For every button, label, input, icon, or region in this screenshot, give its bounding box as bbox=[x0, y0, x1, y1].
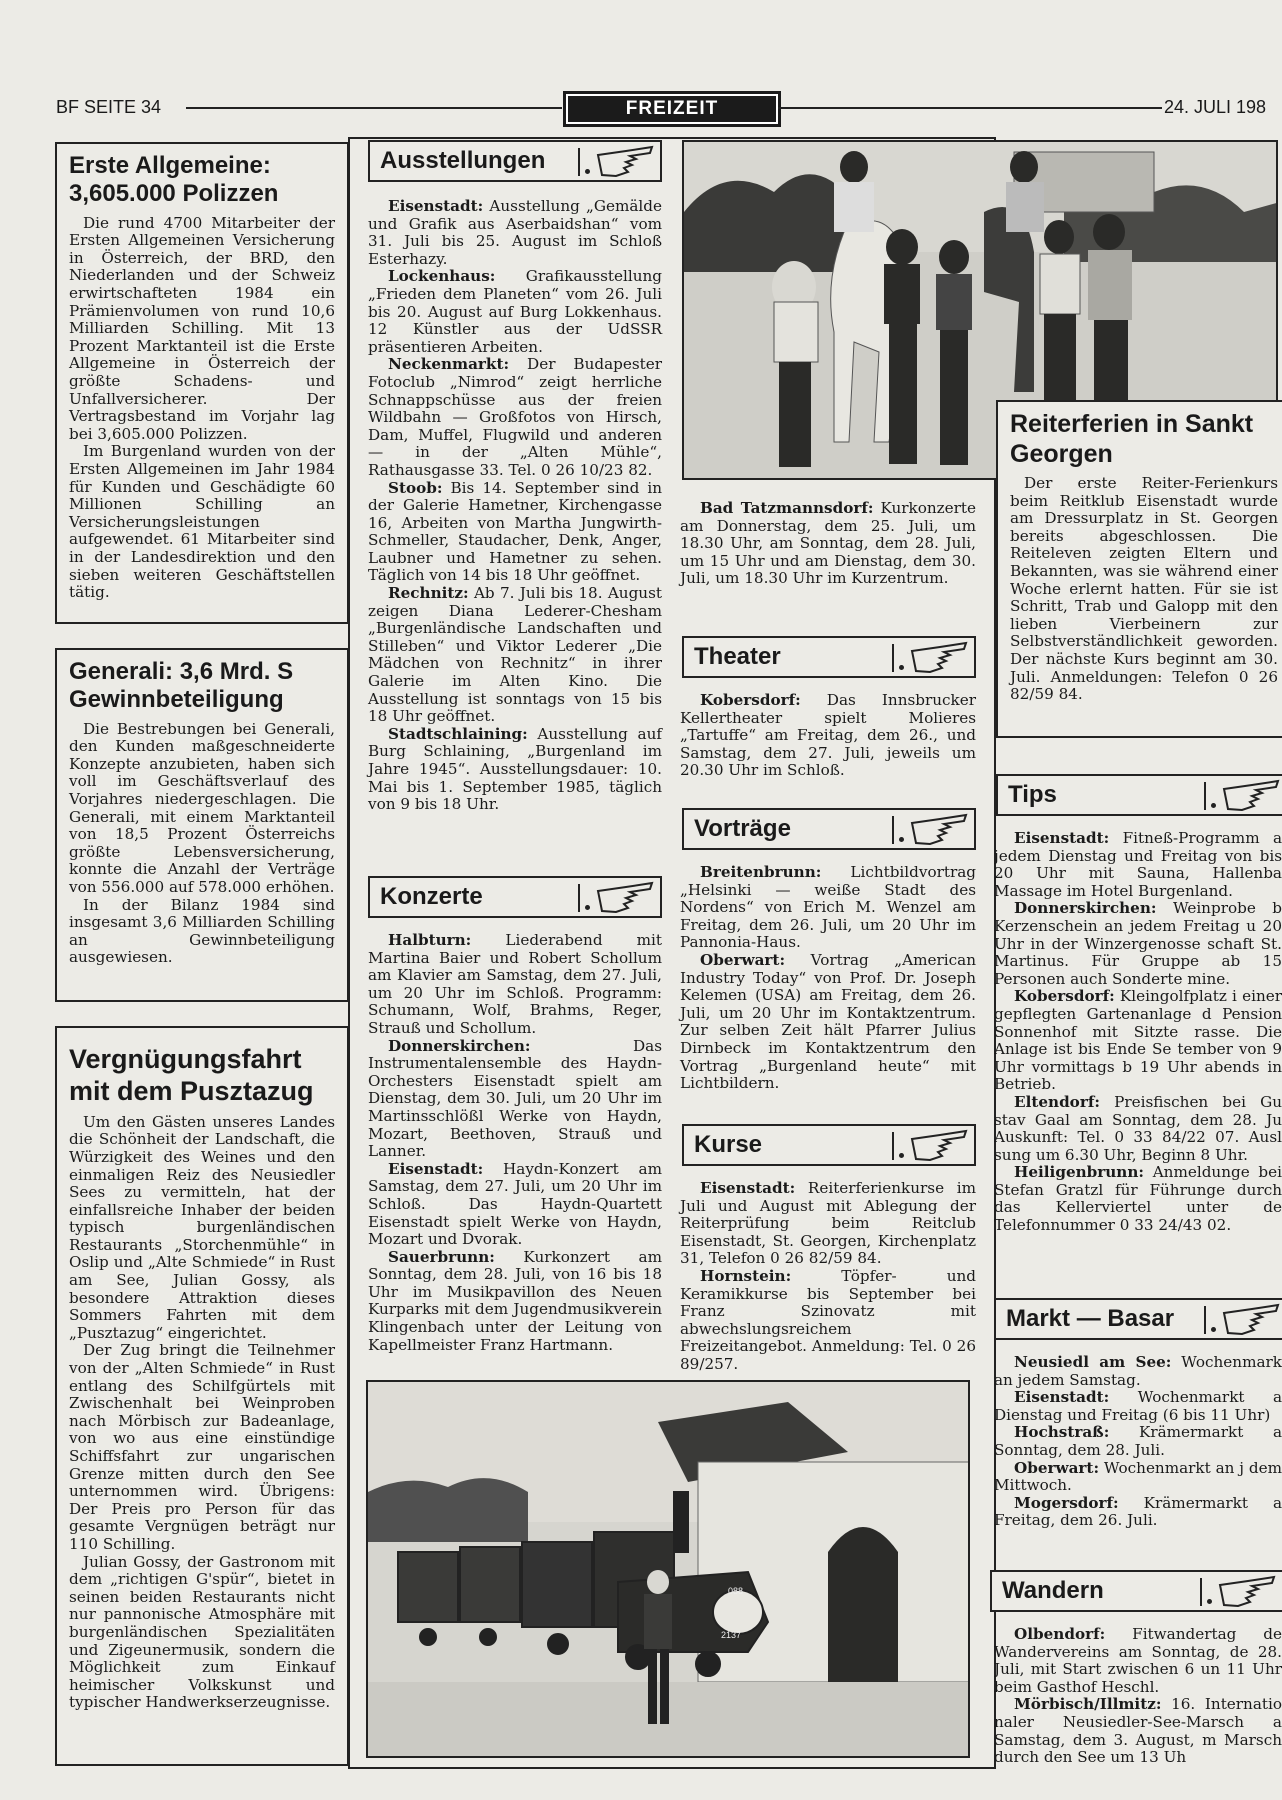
section-label: Theater bbox=[694, 643, 781, 670]
ausstellungen-list bbox=[368, 198, 662, 814]
theater-list bbox=[680, 692, 976, 780]
event-entry: Eisenstadt: Ausstellung „Gemälde und Grafik aus Aserbaidshan“ vom 31. Juli bis 25. August im Schloß Esterhazy. bbox=[368, 197, 662, 268]
event-entry: Stoob: Bis 14. September sind in der Galerie Hametner, Kirchengasse 16, Arbeiten von Martha Jungwirth-Schmeller, Staudacher, Denk, Anger, Laubner und Hametner zu sehen. Täglich von 14 bis 18 Uhr geöffnet. bbox=[368, 478, 662, 585]
event-entry: Breitenbrunn: Lichtbildvortrag „Helsinki — weiße Stadt des Nordens“ von Erich M. Wenzel am Freitag, dem 26. Juli, um 20 Uhr im Pannonia-Haus. bbox=[680, 863, 976, 952]
event-entry: Oberwart: Vortrag „American Industry Today“ von Prof. Dr. Joseph Kelemen (USA) am Freitag, dem 26. Juli, um 20 Uhr im Kontaktzentrum. Zur selben Zeit hält Pfarrer Julius Dirnbeck im Kontaktzentrum den Vortrag „Burgenland heute“ mit Lichtbildern. bbox=[680, 950, 976, 1093]
paragraph: Die Bestrebungen bei Generali, den Kunden maßgeschneiderte Konzepte anzubieten, haben sich voll im Geschäftsverlauf des Vorjahres niedergeschlagen. Die Generali, mit einem Marktanteil von 18,5 Prozent Österreichs größte Lebensversicherung, konnte die Anzahl der Verträge von 556.000 auf 578.000 erhöhen. bbox=[69, 719, 335, 896]
event-entry: Kobersdorf: Kleingolfplatz i einer gepflegten Gartenanlage d Pension Sonnenhof mit Sitzte rasse. Die Anlage ist bis Ende Se tember von 9 Uhr vormittags b 19 Uhr abends in Betrieb. bbox=[994, 987, 1282, 1094]
article-title: Vergnügungsfahrt mit dem Pusztazug bbox=[69, 1044, 314, 1106]
article-title: Reiterferien in Sankt Georgen bbox=[1010, 410, 1254, 468]
article-body bbox=[1010, 475, 1278, 704]
event-entry: Eltendorf: Preisfischen bei Gu stav Gaal am Sonntag, dem 28. Ju Auskunft: Tel. 0 33 84/22 07. Ausl sung um 6.30 Uhr, Beginn 8 Uhr. bbox=[994, 1092, 1282, 1164]
article-generali bbox=[55, 648, 349, 1002]
event-entry: Halbturn: Liederabend mit Martina Baier und Robert Schollum am Klavier am Samstag, dem 27. Juli, um 20 Uhr im Schloß. Programm: Schumann, Wolf, Brahms, Reger, Strauß und Schollum. bbox=[368, 931, 662, 1037]
tatzmannsdorf-entry bbox=[680, 500, 976, 588]
event-entry: Kobersdorf: Das Innsbrucker Kellertheater spielt Molieres „Tartuffe“ am Freitag, dem 26., und Samstag, dem 27. Juli, jeweils um 20.30 Uhr im Schloß. bbox=[680, 691, 976, 780]
event-entry: Sauerbrunn: Kurkonzert am Sonntag, dem 28. Juli, von 16 bis 18 Uhr im Musikpavillon des Neuen Kurparks mit dem Jugendmusikverein Klingenbach unter der Leitung von Kapellmeister Franz Hartmann. bbox=[368, 1247, 662, 1354]
section-konzerte bbox=[368, 876, 662, 918]
article-body bbox=[69, 215, 335, 602]
train-illustration bbox=[368, 1382, 970, 1758]
page-number: BF SEITE 34 bbox=[56, 97, 162, 117]
article-erste-allgemeine bbox=[55, 142, 349, 624]
article-reiterferien bbox=[996, 400, 1282, 738]
event-entry: Donnerskirchen: Das Instrumentalensemble des Haydn-Orchesters Eisenstadt spielt am Dienstag, dem 30. Juli, um 20 Uhr im Martinsschlößl Werke von Haydn, Mozart, Beethoven, Strauß und Lanner. bbox=[368, 1036, 662, 1161]
pointing-hand-icon bbox=[910, 641, 970, 675]
event-entry: Hochstraß: Krämermarkt a Sonntag, dem 28. Juli. bbox=[994, 1423, 1282, 1459]
section-label: Vorträge bbox=[694, 815, 791, 842]
section-theater bbox=[682, 636, 976, 678]
konzerte-list bbox=[368, 932, 662, 1354]
article-pusztazug bbox=[55, 1026, 349, 1766]
event-entry: Heiligenbrunn: Anmeldunge bei Stefan Gratzl für Führunge durch das Kellerviertel unter de Telefonnummer 0 33 24/43 02. bbox=[994, 1163, 1282, 1235]
event-entry: Mörbisch/Illmitz: 16. Internatio naler Neusiedler-See-Marsch a Samstag, dem 3. August, m Marsch durch den See um 13 Uh bbox=[994, 1695, 1282, 1767]
event-entry: Neusiedl am See: Wochenmark an jedem Samstag. bbox=[994, 1354, 1282, 1389]
event-entry: Hornstein: Töpfer- und Keramikkurse bis September bei Franz Szinovatz mit abwechslungsreichem Freizeitangebot. Anmeldung: Tel. 0 26 89/257. bbox=[680, 1266, 976, 1373]
pointing-hand-icon bbox=[596, 881, 656, 915]
article-body bbox=[69, 1114, 335, 1712]
loco-plate: 088 bbox=[728, 1586, 744, 1596]
section-tag: FREIZEIT bbox=[563, 91, 781, 127]
paragraph: In der Bilanz 1984 sind insgesamt 3,6 Milliarden Schilling an Gewinnbeteiligung ausgewiesen. bbox=[69, 895, 335, 967]
wandern-list bbox=[994, 1626, 1282, 1767]
photo-pusztazug bbox=[366, 1380, 970, 1758]
section-label: Konzerte bbox=[380, 883, 483, 910]
event-entry: Eisenstadt: Wochenmarkt a Dienstag und Freitag (6 bis 11 Uhr) bbox=[994, 1388, 1282, 1424]
kurse-list bbox=[680, 1180, 976, 1374]
section-label: Markt — Basar bbox=[1006, 1305, 1175, 1332]
paragraph: Die rund 4700 Mitarbeiter der Ersten Allgemeinen Versicherung in Österreich, der BRD, den Niederlanden und der Schweiz erwirtschafteten 1984 ein Prämienvolumen von rund 10,6 Milliarden Schilling. Mit 13 Prozent Marktanteil ist die Erste Allgemeine in Österreich der größte Schadens- und Unfallversicherer. Der Vertragsbestand im Vorjahr lag bei 3,605.000 Polizzen. bbox=[69, 213, 335, 443]
section-vortraege bbox=[682, 808, 976, 850]
section-markt-basar bbox=[994, 1298, 1282, 1340]
header-rule-left bbox=[186, 107, 562, 109]
pointing-hand-icon bbox=[910, 1129, 970, 1163]
article-title: Generali: 3,6 Mrd. S Gewinnbeteiligung bbox=[69, 658, 294, 714]
event-entry: Lockenhaus: Grafikausstellung „Frieden dem Planeten“ vom 26. Juli bis 20. August auf Burg Lokkenhaus. 12 Künstler aus der UdSSR präsentieren Arbeiten. bbox=[368, 267, 662, 356]
section-label: Wandern bbox=[1002, 1577, 1104, 1604]
loco-number: 2137 bbox=[721, 1630, 742, 1640]
section-kurse bbox=[682, 1124, 976, 1166]
pointing-hand-icon bbox=[1222, 1303, 1282, 1337]
event-entry: Eisenstadt: Haydn-Konzert am Samstag, dem 27. Juli, um 20 Uhr im Schloß. Das Haydn-Quartett Eisenstadt spielt Werke von Haydn, Mozart und Dvorak. bbox=[368, 1159, 662, 1249]
event-entry: Eisenstadt: Fitneß-Programm a jedem Dienstag und Freitag von bis 20 Uhr mit Sauna, Hallenba Massage im Hotel Burgenland. bbox=[994, 830, 1282, 900]
pointing-hand-icon bbox=[596, 145, 656, 179]
tips-list bbox=[994, 830, 1282, 1235]
paragraph: Julian Gossy, der Gastronom mit dem „richtigen G'spür“, bietet in seinen beiden Restaurants nicht nur pannonische Atmosphäre mit burgenländischen Spezialitäten und Zigeunermusik, sondern die Möglichkeit zum Einkauf heimischer Volkskunst und typischer Handwerkserzeugnisse. bbox=[69, 1552, 335, 1712]
markt-list bbox=[994, 1354, 1282, 1530]
paragraph: Im Burgenland wurden von der Ersten Allgemeinen im Jahr 1984 für Kunden und Geschädigte 60 Millionen Schilling an Versicherungsleistungen aufgewendet. 61 Mitarbeiter sind in der Landesdirektion und den sieben weiteren Geschäftstellen tätig. bbox=[69, 442, 335, 602]
pointing-hand-icon bbox=[1222, 779, 1282, 813]
event-entry: Oberwart: Wochenmarkt an j dem Mittwoch. bbox=[994, 1458, 1282, 1495]
event-entry: Rechnitz: Ab 7. Juli bis 18. August zeigen Diana Lederer-Chesham „Burgenländische Landschaften und Stilleben“ und Viktor Lederer „Die Mädchen von Rechnitz“ in ihrer Galerie im Alten Kino. Die Ausstellung ist sonntags von 15 bis 18 Uhr geöffnet. bbox=[368, 584, 662, 726]
vortraege-list bbox=[680, 864, 976, 1093]
paragraph: Der erste Reiter-Ferienkurs beim Reitklub Eisenstadt wurde am Dressurplatz in St. Georgen bereits abgeschlossen. Die Reiteleven zeigten Eltern und Bekannten, was sie während einer Woche erlernt hatten. Für sie ist Schritt, Trab und Galopp mit den lieben Vierbeinern zur Selbstverständlichkeit geworden. Der nächste Kurs beginnt am 30. Juli. Anmeldungen: Telefon 0 26 82/59 84. bbox=[1010, 474, 1278, 704]
event-entry: Eisenstadt: Reiterferienkurse im Juli und August mit Ablegung der Reiterprüfung beim Reitclub Eisenstadt, St. Georgen, Kirchenplatz 31, Telefon 0 26 82/59 84. bbox=[680, 1179, 976, 1268]
event-entry: Neckenmarkt: Der Budapester Fotoclub „Nimrod“ zeigt herrliche Schnappschüsse aus der freien Wildbahn — Großfotos von Hirsch, Dam, Muffel, Flugwild und anderen — in der „Alten Mühle“, Rathausgasse 33. Tel. 0 26 10/23 82. bbox=[368, 355, 662, 479]
section-wandern bbox=[990, 1570, 1282, 1612]
paragraph: Der Zug bringt die Teilnehmer von der „Alten Schmiede“ in Rust entlang des Schilfgürtels mit Zwischenhalt bei Weinproben nach Mörbisch zur Badeanlage, von wo aus eine einstündige Schiffsfahrt zur ungarischen Grenze mitten durch den See unternommen wird. Übrigens: Der Preis pro Person für das gesamte Vergnügen beträgt nur 110 Schilling. bbox=[69, 1341, 335, 1553]
paragraph: Um den Gästen unseres Landes die Schönheit der Landschaft, die Würzigkeit des Weines und den einmaligen Reiz des Neusiedler Sees zu vermitteln, hat der einfallsreiche Inhaber der beiden typisch burgenländischen Restaurants „Storchenmühle“ in Oslip und „Alte Schmiede“ in Rust am See, Julian Gossy, als besondere Attraktion dieses Sommers Fahrten mit dem „Pusztazug“ eingerichtet. bbox=[69, 1112, 335, 1342]
section-ausstellungen bbox=[368, 140, 662, 182]
event-entry: Bad Tatzmannsdorf: Kurkonzerte am Donnerstag, dem 25. Juli, um 18.30 Uhr, am Sonntag, dem 28. Juli, um 15 Uhr und am Dienstag, dem 30. Juli, um 18.30 Uhr im Kurzentrum. bbox=[680, 499, 976, 588]
section-tips bbox=[996, 774, 1282, 816]
article-title: Erste Allgemeine: 3,605.000 Polizzen bbox=[69, 152, 279, 208]
event-entry: Donnerskirchen: Weinprobe b Kerzenschein an jedem Freitag u 20 Uhr in der Winzergenosse schaft St. Martinus. Für Gruppe ab 15 Personen auch Sonderte mine. bbox=[994, 899, 1282, 988]
issue-date: 24. JULI 198 bbox=[1164, 97, 1267, 117]
event-entry: Olbendorf: Fitwandertag de Wandervereins am Sonntag, de 28. Juli, mit Start zwischen 6 un 11 Uhr beim Gasthof Heschl. bbox=[994, 1626, 1282, 1696]
section-label: Ausstellungen bbox=[380, 147, 546, 174]
pointing-hand-icon bbox=[910, 813, 970, 847]
header-rule-right bbox=[778, 107, 1162, 109]
article-body bbox=[69, 721, 335, 967]
event-entry: Mogersdorf: Krämermarkt a Freitag, dem 26. Juli. bbox=[994, 1493, 1282, 1530]
section-label: Tips bbox=[1008, 781, 1057, 808]
pointing-hand-icon bbox=[1218, 1575, 1278, 1609]
section-label: Kurse bbox=[694, 1131, 763, 1158]
event-entry: Stadtschlaining: Ausstellung auf Burg Schlaining, „Burgenland im Jahre 1945“. Ausstellungsdauer: 10. Mai bis 1. September 1985, täglich von 9 bis 18 Uhr. bbox=[368, 724, 662, 814]
